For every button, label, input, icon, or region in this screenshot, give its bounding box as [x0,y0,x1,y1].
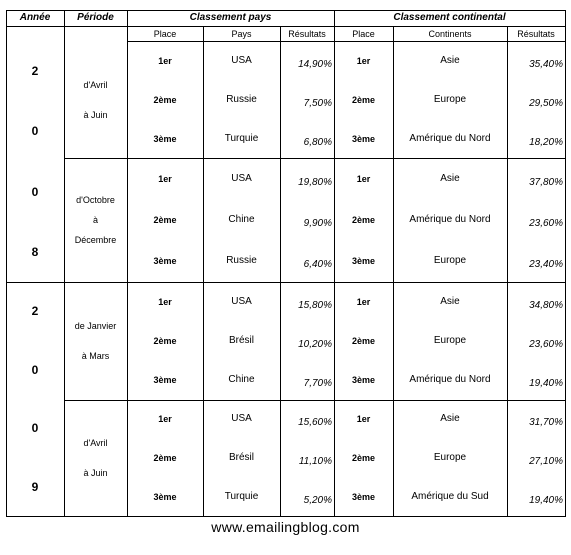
continent-cell: Amérique du Nord [409,213,491,225]
continent-cell: Amérique du Sud [411,490,489,502]
period-line: d'Octobre [76,195,115,205]
continent-cell: Europe [433,93,467,105]
year-digit: 9 [31,479,39,494]
continental-place-cell: 3ème [351,133,376,144]
continent-result-cell: 27,10% [529,455,563,467]
country-result-cell: 7,70% [303,378,332,390]
table-border-right [565,10,566,517]
country-cell: Brésil [228,334,254,346]
continental-place-cell: 1er [356,173,371,184]
place-cell: 3ème [153,256,177,267]
continental-place-cell: 3ème [351,256,376,267]
continent-cell: Asie [440,172,460,184]
country-result-cell: 19,80% [298,176,332,188]
place-cell: 1er [158,173,172,184]
continent-cell: Asie [440,295,460,307]
continent-cell: Asie [440,54,460,66]
country-cell: Russie [226,255,257,267]
subheader-place: Place [153,28,177,39]
period-line: à Juin [83,109,108,120]
country-cell: Russie [226,93,257,105]
country-result-cell: 10,20% [298,338,332,350]
place-cell: 2ème [153,335,177,346]
period-line: d'Avril [83,79,108,90]
subheader-resultats: Résultats [288,28,326,39]
continent-result-cell: 19,40% [529,378,563,390]
period-line: de Janvier [74,321,117,331]
continent-cell: Europe [433,334,467,346]
country-result-cell: 11,10% [298,455,332,467]
continent-result-cell: 18,20% [529,136,563,148]
header-classement-pays: Classement pays [189,12,272,23]
place-cell: 3ème [153,375,177,386]
period-line: d'Avril [83,438,108,448]
continental-place-cell: 1er [356,414,371,425]
continental-place-cell: 1er [356,296,371,307]
continent-result-cell: 23,60% [529,338,563,350]
subheader-resultats-continental: Résultats [517,28,555,39]
header-annee: Année [19,12,51,23]
continent-result-cell: 23,60% [529,217,563,229]
place-cell: 3ème [153,491,177,502]
continental-place-cell: 2ème [351,214,376,225]
continent-result-cell: 37,80% [529,176,563,188]
subheader-line [127,41,566,42]
period-line: Décembre [74,235,117,245]
continent-result-cell: 29,50% [529,97,563,109]
subheader-place-continental: Place [352,28,375,39]
place-cell: 3ème [153,133,177,144]
place-cell: 2ème [153,452,177,463]
place-cell: 1er [158,296,172,307]
place-cell: 1er [158,414,172,425]
continent-result-cell: 35,40% [529,58,563,70]
subheader-pays: Pays [231,28,252,39]
period-line: à [92,215,98,225]
country-result-cell: 6,80% [303,136,332,148]
continent-result-cell: 34,80% [529,299,563,311]
continent-cell: Amérique du Nord [409,374,491,386]
place-cell: 2ème [153,94,177,105]
country-result-cell: 9,90% [303,217,332,229]
continental-place-cell: 1er [356,55,371,66]
year-digit: 2 [31,64,39,79]
place-cell: 2ème [153,214,177,225]
country-cell: USA [231,413,252,425]
year-digit: 2 [31,304,39,319]
country-result-cell: 15,80% [298,299,332,311]
subheader-continents: Continents [428,28,472,39]
continental-place-cell: 2ème [351,452,376,463]
continent-result-cell: 23,40% [529,259,563,271]
country-result-cell: 15,60% [298,417,332,429]
continent-cell: Europe [433,451,467,463]
footer-url: www.emailingblog.com [211,519,360,535]
ranking-table [6,10,565,516]
country-cell: Chine [228,213,255,225]
year-digit: 0 [31,184,39,199]
continental-place-cell: 2ème [351,94,376,105]
year-digit: 0 [31,362,39,377]
period-label [64,400,127,516]
continental-place-cell: 3ème [351,375,376,386]
period-separator [64,158,566,159]
country-cell: Brésil [228,451,254,463]
country-cell: USA [231,172,252,184]
country-cell: Turquie [224,490,259,502]
country-result-cell: 7,50% [303,97,332,109]
continent-result-cell: 31,70% [529,417,563,429]
year-digit: 0 [31,124,39,139]
continent-result-cell: 19,40% [529,494,563,506]
header-periode: Période [77,12,114,23]
year-digit: 0 [31,421,39,436]
country-cell: Chine [228,374,255,386]
continental-place-cell: 3ème [351,491,376,502]
continent-cell: Asie [440,413,460,425]
place-cell: 1er [158,55,172,66]
continent-cell: Amérique du Nord [409,132,491,144]
country-cell: USA [231,295,252,307]
period-label [64,41,127,158]
country-result-cell: 14,90% [298,58,332,70]
period-separator [64,400,566,401]
continental-place-cell: 2ème [351,335,376,346]
country-cell: Turquie [224,132,259,144]
country-cell: USA [231,54,252,66]
country-result-cell: 6,40% [303,259,332,271]
period-label [64,158,127,282]
header-classement-continental: Classement continental [393,12,506,23]
country-result-cell: 5,20% [303,494,332,506]
period-line: à Mars [81,351,110,361]
year-digit: 8 [31,244,39,259]
period-label [64,282,127,400]
period-line: à Juin [83,468,108,478]
continent-cell: Europe [433,255,467,267]
